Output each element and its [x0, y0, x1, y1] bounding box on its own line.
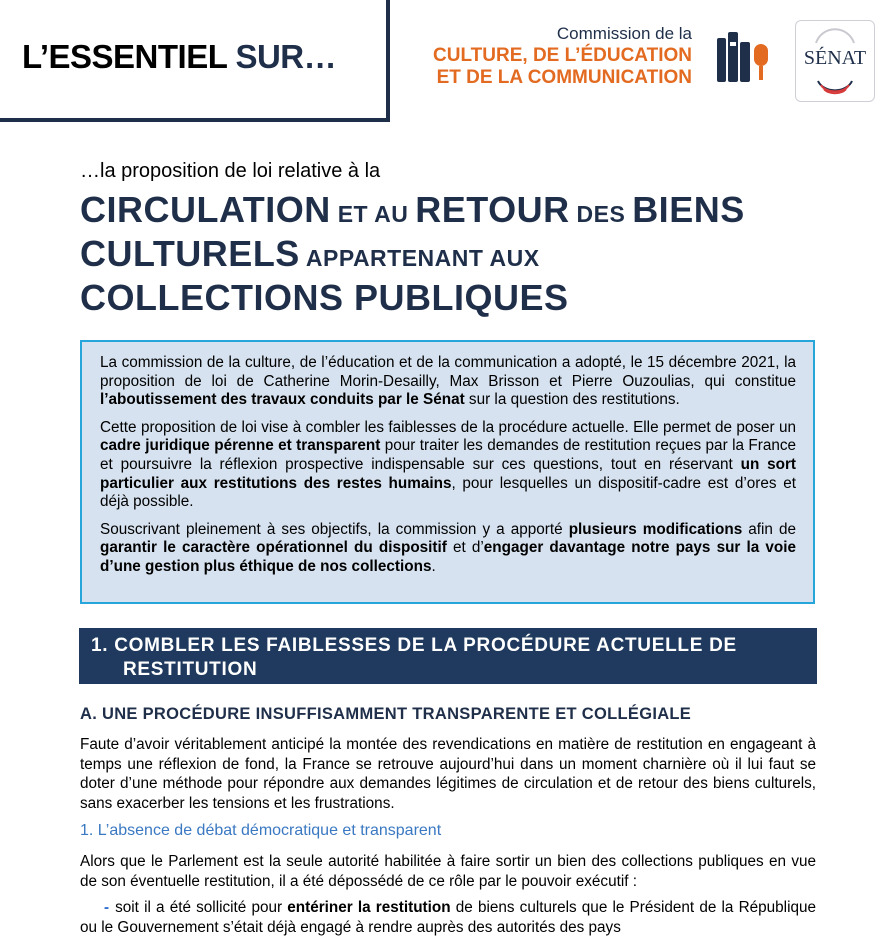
essentiel-title: L’ESSENTIEL SUR… [22, 38, 337, 75]
section-1a-paragraph: Faute d’avoir véritablement anticipé la montée des revendications en matière de restitution en engageant à temps une réflexion de fond, la France se retrouve aujourd’hui dans un moment charnière où il lui faut se doter d’une méthode pour répondre aux demandes légitimes de circulation et de retour des biens culturels, sans exacerber les tensions et les frustrations. [80, 736, 816, 812]
commission-name: Commission de la CULTURE, DE L’ÉDUCATION ET DE LA COMMUNICATION [433, 24, 692, 88]
bullet-item: - soit il a été sollicité pour entériner la restitution de biens culturels que le Président de la République ou le Gouvernement s’était déjà engagé à rendre auprès des autorités des pays [80, 899, 816, 936]
subsection-1-paragraph: Alors que le Parlement est la seule autorité habilitée à faire sortir un bien des collections publiques en vue de son éventuelle restitution, il a été dépossédé de ce rôle par le pouvoir exécutif : [80, 853, 816, 890]
doc-subtitle: …la proposition de loi relative à la [80, 160, 381, 182]
summary-paragraph-2: Cette proposition de loi vise à combler les faiblesses de la procédure actuelle. Elle permet de poser un cadre juridique pérenne et transparent pour traiter les demandes de restitution reçues par la France et poursuivre la réflexion prospective indispensable sur ces questions, tout en réservant un sort particulier aux restitutions des restes humains, pour lesquelles un dispositif-cadre est d’ores et déjà possible. [100, 418, 796, 511]
books-microphone-logo-icon [714, 30, 774, 86]
subsection-1-heading: 1. L’absence de débat démocratique et transparent [80, 822, 442, 839]
bullet-dash: - [104, 899, 110, 916]
doc-title: CIRCULATION ET AU RETOUR DES BIENS CULTURELS APPARTENANT AUX COLLECTIONS PUBLIQUES [80, 189, 745, 318]
senat-wordmark: SÉNAT [803, 47, 867, 69]
essentiel-header-box [0, 0, 390, 122]
summary-paragraph-3: Souscrivant pleinement à ses objectifs, la commission y a apporté plusieurs modifications afin de garantir le caractère opérationnel du dispositif et d’engager davantage notre pays sur la voie d’une gestion plus éthique de nos collections. [100, 520, 797, 575]
summary-paragraph-1: La commission de la culture, de l’éducation et de la communication a adopté, le 15 décembre 2021, la proposition de loi de Catherine Morin-Desailly, Max Brisson et Pierre Ouzoulias, qui constitue l’aboutissement des travaux conduits par le Sénat sur la question des restitutions. [100, 354, 796, 409]
senat-logo [795, 20, 875, 102]
summary-box [80, 340, 815, 604]
section-1-heading: 1. COMBLER LES FAIBLESSES DE LA PROCÉDURE ACTUELLE DE RESTITUTION [79, 628, 817, 684]
section-1a-heading: A. UNE PROCÉDURE INSUFFISAMMENT TRANSPARENTE ET COLLÉGIALE [80, 705, 692, 723]
